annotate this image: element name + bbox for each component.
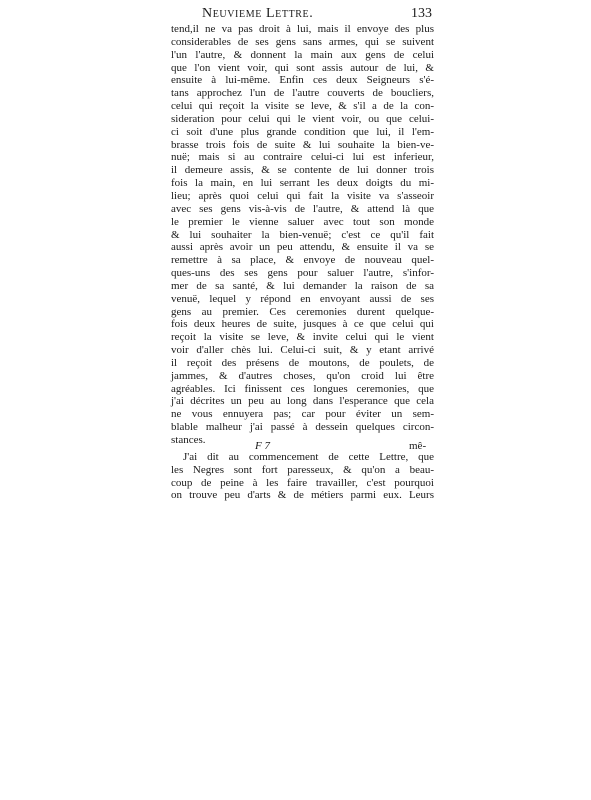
text-line: stances. [171, 434, 206, 446]
text-line: il reçoit des présens de moutons, de poulets, de [171, 356, 434, 369]
text-line: blable malheur j'ai passé à dessein quelques circon- [171, 421, 434, 434]
text-line: voir d'aller chès lui. Celui-ci suit, & y etant arrivé [171, 344, 434, 357]
text-line: le premier le vienne saluer avec tout son monde [171, 215, 434, 228]
text-line: nuë; mais si au contraire celui-ci lui est inferieur, [171, 151, 434, 164]
text-line: remettre à sa place, & envoye de nouveau quel- [171, 254, 434, 267]
text-line: J'ai dit au commencement de cette Lettre, que [183, 450, 434, 463]
text-line: brasse trois fois de suite & lui souhaite la bien-ve- [171, 138, 434, 151]
text-line: mer de sa santé, & lui demander la raison de sa [171, 279, 434, 292]
running-title: Neuvieme Lettre. [202, 6, 314, 21]
text-line: l'un l'autre, & donnent la main aux gens de celui [171, 48, 434, 61]
text-line: coup de peine à les faire travailler, c'est pourquoi [171, 476, 434, 489]
page-number: 133 [411, 6, 432, 21]
text-line: aussi après avoir un peu attendu, & ensuite il va se [171, 241, 434, 254]
text-line: avec ses gens vis-à-vis de l'autre, & attend là que [171, 202, 434, 215]
text-line: sideration pour celui qui le vient voir, ou que celui- [171, 112, 434, 125]
text-line: ci soit d'une plus grande condition que lui, il l'em- [171, 125, 434, 138]
running-head [190, 6, 432, 24]
text-line: venuë, lequel y répond en envoyant aussi de ses [171, 292, 434, 305]
text-line: lieu; après quoi celui qui fait la visite va s'asseoir [171, 189, 434, 202]
text-line: agréables. Ici finissent ces longues ceremonies, que [171, 382, 434, 395]
text-line: gens au premier. Ces ceremonies durent quelque- [171, 305, 434, 318]
text-line: il demeure assis, & se contente de lui donner trois [171, 164, 434, 177]
text-line: fois deux heures de suite, jusques à ce que celui qui [171, 318, 434, 331]
text-line: reçoit la visite se leve, & invite celui qui le vient [171, 331, 434, 344]
text-line: & lui souhaiter la bien-venuë; c'est ce qu'il fait [171, 228, 434, 241]
text-line: on trouve peu d'arts & de métiers parmi eux. Leurs [171, 489, 434, 502]
text-line: ne vous ennuyera pas; car pour éviter un sem- [171, 408, 434, 421]
text-line: considerables de ses gens sans armes, qui se suivent [171, 35, 434, 48]
text-line: celui qui reçoit la visite se leve, & s'il a de la con- [171, 100, 434, 113]
text-line: que l'on vient voir, qui sont assis autour de lui, & [171, 61, 434, 74]
text-line: fois la main, en lui serrant les deux doigts du mi- [171, 177, 434, 190]
text-line: les Negres sont fort paresseux, & qu'on a beau- [171, 463, 434, 476]
catchword: mê- [409, 440, 427, 452]
text-line: ques-uns des ses gens pour saluer l'autre, s'infor- [171, 267, 434, 280]
text-line: tans approchez l'un de l'autre couverts de boucliers, [171, 87, 434, 100]
text-line: jammes, & d'autres choses, qu'on croid lui être [171, 369, 434, 382]
text-line: j'ai décrites un peu au long dans l'esperance que cela [171, 395, 434, 408]
body-text [171, 23, 434, 502]
text-line: tend,il ne va pas droit à lui, mais il envoye des plus [171, 23, 434, 35]
text-line: ensuite à lui-même. Enfin ces deux Seigneurs s'é- [171, 74, 434, 87]
signature-mark: F 7 [255, 440, 270, 452]
